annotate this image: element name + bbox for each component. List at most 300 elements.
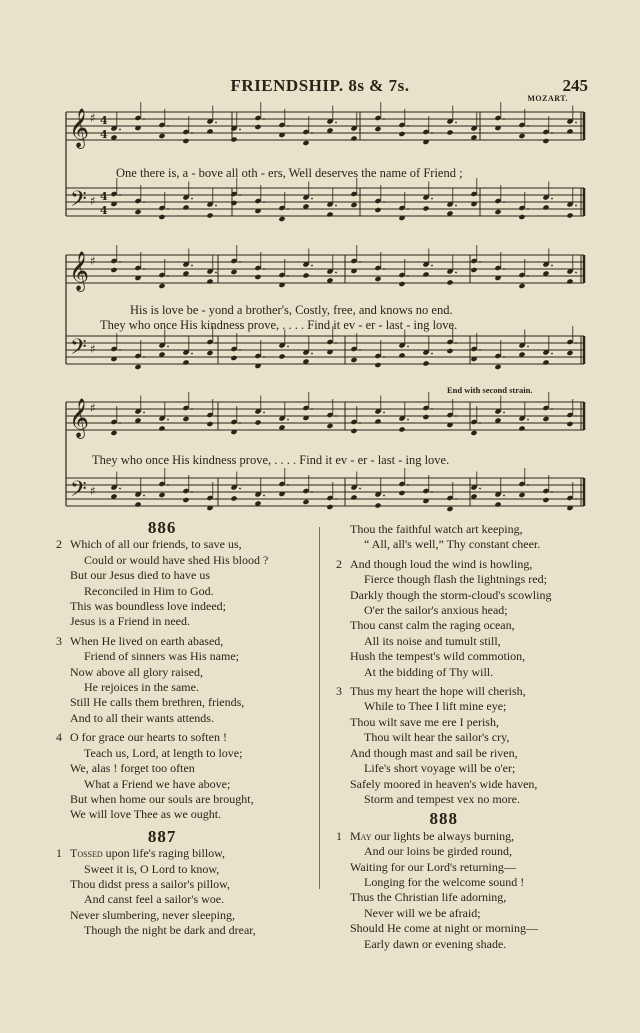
note-head xyxy=(254,274,261,280)
note-dot xyxy=(575,342,577,344)
note-head xyxy=(542,359,549,365)
line-text: We will love Thee as we ought. xyxy=(70,807,222,822)
hymn-line xyxy=(56,892,268,907)
lyrics-system-3: They who once His kindness prove, . . . . Find it ev - er - last - ing love. xyxy=(92,453,450,467)
note-head xyxy=(446,506,453,512)
note-head xyxy=(206,212,213,218)
note-dot xyxy=(167,208,169,210)
note-dot xyxy=(119,261,121,263)
note-dot xyxy=(479,129,481,131)
note-dot xyxy=(575,205,577,207)
line-text: When He lived on earth abased, xyxy=(70,633,224,648)
hymn-line xyxy=(56,877,268,892)
note-head xyxy=(566,278,573,284)
note-dot xyxy=(503,118,505,120)
note-dot xyxy=(575,498,577,500)
note-head xyxy=(110,430,117,436)
note-head xyxy=(134,501,141,507)
note-dot xyxy=(407,419,409,421)
note-dot xyxy=(191,491,193,493)
first-word: May xyxy=(350,828,372,843)
hymn-line xyxy=(336,537,551,552)
note-dot xyxy=(359,261,361,263)
note-dot xyxy=(431,408,433,410)
note-dot xyxy=(407,275,409,277)
time-signature: 4 xyxy=(100,128,108,141)
note-dot xyxy=(455,205,457,207)
note-dot xyxy=(503,201,505,203)
note-head xyxy=(470,267,477,273)
note-head xyxy=(206,278,213,284)
note-head xyxy=(446,348,453,354)
hymn-line xyxy=(56,761,268,776)
note-dot xyxy=(167,346,169,348)
note-dot xyxy=(335,205,337,207)
note-head xyxy=(158,214,165,220)
note-dot xyxy=(431,198,433,200)
hymn-line xyxy=(336,618,551,633)
line-text: Thus the Christian life adorning, xyxy=(350,890,507,905)
note-dot xyxy=(287,484,289,486)
note-head xyxy=(518,492,525,498)
note-dot xyxy=(143,412,145,414)
note-dot xyxy=(143,268,145,270)
note-dot xyxy=(383,412,385,414)
note-dot xyxy=(311,198,313,200)
hymn-line xyxy=(56,649,268,664)
note-head xyxy=(206,421,213,427)
note-dot xyxy=(431,353,433,355)
note-head xyxy=(374,207,381,213)
note-dot xyxy=(311,353,313,355)
note-head xyxy=(158,283,165,289)
note-dot xyxy=(503,412,505,414)
note-dot xyxy=(359,488,361,490)
note-head xyxy=(182,204,189,210)
note-dot xyxy=(551,198,553,200)
note-dot xyxy=(287,125,289,127)
note-head xyxy=(374,276,381,282)
line-text: This was boundless love indeed; xyxy=(70,599,226,614)
line-text: Never slumbering, never sleeping, xyxy=(70,907,235,922)
line-text: Darkly though the storm-cloud's scowling xyxy=(350,587,552,602)
note-head xyxy=(518,283,525,289)
line-text: And though loud the wind is howling, xyxy=(350,556,533,571)
note-dot xyxy=(191,198,193,200)
note-dot xyxy=(311,491,313,493)
note-dot xyxy=(431,265,433,267)
hymn-line xyxy=(56,614,268,629)
note-dot xyxy=(335,122,337,124)
hymn-line xyxy=(56,568,268,583)
note-dot xyxy=(239,488,241,490)
note-dot xyxy=(359,194,361,196)
note-dot xyxy=(575,415,577,417)
note-dot xyxy=(215,498,217,500)
note-head xyxy=(542,416,549,422)
hymn-line xyxy=(336,715,551,730)
line-text: Could or would have shed His blood ? xyxy=(84,552,269,567)
note-dot xyxy=(287,208,289,210)
hymn-888-stanzas xyxy=(336,829,551,952)
line-text: Thou the faithful watch art keeping, xyxy=(350,522,523,536)
note-dot xyxy=(503,495,505,497)
note-dot xyxy=(167,125,169,127)
hymn-line xyxy=(56,777,268,792)
hymn-number-886: 886 xyxy=(147,518,177,537)
note-dot xyxy=(191,132,193,134)
note-dot xyxy=(215,342,217,344)
note-head xyxy=(542,497,549,503)
line-text: Thou didst press a sailor's pillow, xyxy=(70,876,231,891)
note-head xyxy=(398,426,405,432)
note-dot xyxy=(431,132,433,134)
hymn-line xyxy=(336,844,551,859)
stanza-number: 2 xyxy=(56,537,62,552)
hymn-line xyxy=(336,557,551,572)
treble-clef: 𝄞 xyxy=(69,251,90,291)
line-text: But our Jesus died to have us xyxy=(70,568,210,583)
note-head xyxy=(254,124,261,130)
note-head xyxy=(518,425,525,431)
note-dot xyxy=(215,205,217,207)
line-text: Life's short voyage will be o'er; xyxy=(364,761,516,776)
note-head xyxy=(566,212,573,218)
note-dot xyxy=(311,265,313,267)
note-head xyxy=(230,136,237,142)
line-text: Early dawn or evening shade. xyxy=(364,936,507,951)
line-text: Sweet it is, O Lord to know, xyxy=(84,861,220,876)
note-head xyxy=(350,494,357,500)
line-text: our lights be always burning, xyxy=(371,828,515,843)
note-dot xyxy=(407,346,409,348)
time-signature: 4 xyxy=(100,204,108,217)
column-divider xyxy=(319,527,320,889)
note-dot xyxy=(263,268,265,270)
stanza-number: 2 xyxy=(336,556,342,571)
note-head xyxy=(542,138,549,144)
note-dot xyxy=(263,118,265,120)
lyrics-system-2-verse-2: They who once His kindness prove, . . . . Find it ev - er - last - ing love. xyxy=(100,318,458,332)
line-text: And to all their wants attends. xyxy=(70,710,214,725)
note-dot xyxy=(143,356,145,358)
hymn-line xyxy=(56,634,268,649)
note-dot xyxy=(239,349,241,351)
note-head xyxy=(350,428,357,434)
treble-clef: 𝄞 xyxy=(69,108,90,148)
note-dot xyxy=(383,356,385,358)
time-signature: 4 xyxy=(100,190,108,203)
note-head xyxy=(422,360,429,366)
note-head xyxy=(374,418,381,424)
note-dot xyxy=(527,125,529,127)
hymn-line xyxy=(56,846,268,861)
hymn-line xyxy=(56,537,268,552)
note-head xyxy=(206,350,213,356)
line-text: Hush the tempest's wild commotion, xyxy=(350,649,526,664)
note-dot xyxy=(527,208,529,210)
note-head xyxy=(182,497,189,503)
note-head xyxy=(470,430,477,436)
note-head xyxy=(302,499,309,505)
note-dot xyxy=(311,132,313,134)
hymn-line xyxy=(336,684,551,699)
hymn-line xyxy=(56,746,268,761)
hymn-line xyxy=(56,695,268,710)
composer-credit: MOZART. xyxy=(527,94,568,103)
note-dot xyxy=(191,353,193,355)
note-dot xyxy=(479,349,481,351)
note-head xyxy=(374,502,381,508)
note-head xyxy=(326,211,333,217)
note-head xyxy=(494,501,501,507)
note-head xyxy=(446,279,453,285)
hymn-text-left-column xyxy=(56,520,268,939)
note-dot xyxy=(335,498,337,500)
hymn-number-887: 887 xyxy=(147,826,177,846)
note-dot xyxy=(263,201,265,203)
note-head xyxy=(494,364,501,370)
bass-clef: 𝄢 xyxy=(70,187,87,217)
note-head xyxy=(398,131,405,137)
note-dot xyxy=(503,356,505,358)
note-dot xyxy=(455,342,457,344)
line-text: All its noise and tumult still, xyxy=(364,633,501,648)
note-head xyxy=(230,269,237,275)
line-text: Teach us, Lord, at length to love; xyxy=(84,745,243,760)
note-dot xyxy=(263,495,265,497)
line-text: upon life's raging billow, xyxy=(102,846,226,861)
note-dot xyxy=(455,415,457,417)
stanza-number: 3 xyxy=(56,633,62,648)
note-dot xyxy=(551,491,553,493)
note-head xyxy=(422,205,429,211)
note-head xyxy=(230,200,237,206)
hymn-886-stanzas xyxy=(56,537,268,822)
hymn-line xyxy=(336,522,551,537)
note-head xyxy=(566,421,573,427)
hymn-line xyxy=(336,792,551,807)
note-dot xyxy=(551,353,553,355)
note-head xyxy=(254,419,261,425)
note-head xyxy=(566,350,573,356)
note-dot xyxy=(407,125,409,127)
stanza-number: 1 xyxy=(336,828,342,843)
line-text: Now above all glory raised, xyxy=(70,664,203,679)
stanza-number: 4 xyxy=(56,730,62,745)
note-dot xyxy=(215,122,217,124)
note-dot xyxy=(359,129,361,131)
note-dot xyxy=(239,194,241,196)
lyrics-system-2-verse-1: His is love be - yond a brother's, Costly, free, and knows no end. xyxy=(130,303,453,317)
hymn-text-right-column xyxy=(336,522,551,952)
line-text: Storm and tempest vex no more. xyxy=(364,791,520,806)
hymn-line xyxy=(336,921,551,936)
note-dot xyxy=(191,265,193,267)
key-sharp: ♯ xyxy=(90,484,96,498)
hymn-line xyxy=(56,553,268,568)
note-dot xyxy=(143,495,145,497)
note-dot xyxy=(407,484,409,486)
hymn-line xyxy=(336,860,551,875)
line-text: Thou wilt save me ere I perish, xyxy=(350,714,499,729)
hymn-887-stanzas xyxy=(56,846,268,938)
note-dot xyxy=(119,349,121,351)
hymn-line xyxy=(336,746,551,761)
note-head xyxy=(350,202,357,208)
note-head xyxy=(110,267,117,273)
line-text: While to Thee I lift mine eye; xyxy=(364,699,507,714)
line-text: Fierce though flash the lightnings red; xyxy=(364,572,547,587)
bass-clef: 𝄢 xyxy=(70,335,87,365)
note-head xyxy=(230,495,237,501)
note-dot xyxy=(263,412,265,414)
note-dot xyxy=(311,408,313,410)
note-head xyxy=(158,425,165,431)
hymn-line xyxy=(336,699,551,714)
note-head xyxy=(302,272,309,278)
note-dot xyxy=(359,422,361,424)
note-dot xyxy=(167,484,169,486)
line-text: And our loins be girded round, xyxy=(364,844,512,859)
note-dot xyxy=(239,422,241,424)
key-sharp: ♯ xyxy=(90,401,96,415)
note-dot xyxy=(335,415,337,417)
key-sharp: ♯ xyxy=(90,342,96,356)
hymn-line xyxy=(56,908,268,923)
note-dot xyxy=(239,129,241,131)
note-dot xyxy=(383,268,385,270)
note-dot xyxy=(287,275,289,277)
line-text: But when home our souls are brought, xyxy=(70,791,254,806)
note-dot xyxy=(551,408,553,410)
hymn-line xyxy=(336,829,551,844)
hymn-line xyxy=(336,634,551,649)
line-text: O for grace our hearts to soften ! xyxy=(70,730,227,745)
note-dot xyxy=(335,342,337,344)
key-sharp: ♯ xyxy=(90,194,96,208)
note-dot xyxy=(455,122,457,124)
hymn-line xyxy=(56,711,268,726)
note-head xyxy=(398,490,405,496)
note-dot xyxy=(575,272,577,274)
bass-clef: 𝄢 xyxy=(70,477,87,507)
note-dot xyxy=(527,275,529,277)
note-dot xyxy=(239,261,241,263)
note-dot xyxy=(287,419,289,421)
note-dot xyxy=(575,122,577,124)
note-head xyxy=(494,209,501,215)
hymn-line xyxy=(336,937,551,952)
key-sharp: ♯ xyxy=(90,111,96,125)
note-dot xyxy=(191,408,193,410)
line-text: “ All, all's well,” Thy constant cheer. xyxy=(364,537,541,552)
hymn-line xyxy=(336,875,551,890)
note-head xyxy=(278,353,285,359)
note-dot xyxy=(215,272,217,274)
line-text: At the bidding of Thy will. xyxy=(364,664,494,679)
note-dot xyxy=(551,265,553,267)
end-note: End with second strain. xyxy=(447,385,533,395)
hymn-line xyxy=(336,890,551,905)
note-dot xyxy=(167,275,169,277)
line-text: O'er the sailor's anxious head; xyxy=(364,603,508,618)
hymn-887-continued-stanzas xyxy=(336,522,551,807)
hymn-line xyxy=(336,649,551,664)
note-head xyxy=(206,128,213,134)
stanza-number: 3 xyxy=(336,684,342,699)
line-text: Which of all our friends, to save us, xyxy=(70,537,242,552)
note-dot xyxy=(287,346,289,348)
note-head xyxy=(398,352,405,358)
hymn-line xyxy=(56,584,268,599)
note-head xyxy=(302,140,309,146)
line-text: Thou canst calm the raging ocean, xyxy=(350,618,515,633)
note-dot xyxy=(215,415,217,417)
hymn-line xyxy=(336,906,551,921)
note-head xyxy=(350,135,357,141)
hymn-line xyxy=(336,730,551,745)
line-text: Waiting for our Lord's returning— xyxy=(350,859,516,874)
stanza-number: 1 xyxy=(56,846,62,861)
note-head xyxy=(182,359,189,365)
hymn-line xyxy=(336,588,551,603)
line-text: Should He come at night or morning— xyxy=(350,921,538,936)
note-head xyxy=(182,416,189,422)
key-sharp: ♯ xyxy=(90,254,96,268)
hymn-line xyxy=(56,665,268,680)
note-dot xyxy=(143,201,145,203)
note-dot xyxy=(383,118,385,120)
note-head xyxy=(422,271,429,277)
line-text: Friend of sinners was His name; xyxy=(84,649,239,664)
hymn-line xyxy=(56,862,268,877)
note-head xyxy=(158,492,165,498)
line-text: Jesus is a Friend in need. xyxy=(70,614,190,629)
lyrics-system-1: One there is, a - bove all oth - ers, Well deserves the name of Friend ; xyxy=(116,166,463,180)
note-head xyxy=(518,133,525,139)
hymn-line xyxy=(336,665,551,680)
note-head xyxy=(326,504,333,510)
note-dot xyxy=(335,272,337,274)
note-dot xyxy=(479,194,481,196)
note-dot xyxy=(527,419,529,421)
first-word: Tossed xyxy=(70,846,103,861)
line-text: What a Friend we have above; xyxy=(84,776,231,791)
note-head xyxy=(350,357,357,363)
note-dot xyxy=(167,419,169,421)
hymn-line xyxy=(56,599,268,614)
note-dot xyxy=(455,272,457,274)
line-text: Never will we be afraid; xyxy=(364,905,481,920)
tune-title: FRIENDSHIP. 8s & 7s. xyxy=(230,76,410,95)
hymn-line xyxy=(56,923,268,938)
note-head xyxy=(374,362,381,368)
line-text: Longing for the welcome sound ! xyxy=(364,874,525,889)
hymn-line xyxy=(336,603,551,618)
note-dot xyxy=(359,349,361,351)
hymn-line xyxy=(336,777,551,792)
note-head xyxy=(446,129,453,135)
note-dot xyxy=(263,356,265,358)
note-dot xyxy=(407,208,409,210)
note-head xyxy=(326,423,333,429)
note-dot xyxy=(479,488,481,490)
note-head xyxy=(422,414,429,420)
note-dot xyxy=(119,194,121,196)
note-head xyxy=(542,204,549,210)
line-text: Thou wilt hear the sailor's cry, xyxy=(364,730,510,745)
